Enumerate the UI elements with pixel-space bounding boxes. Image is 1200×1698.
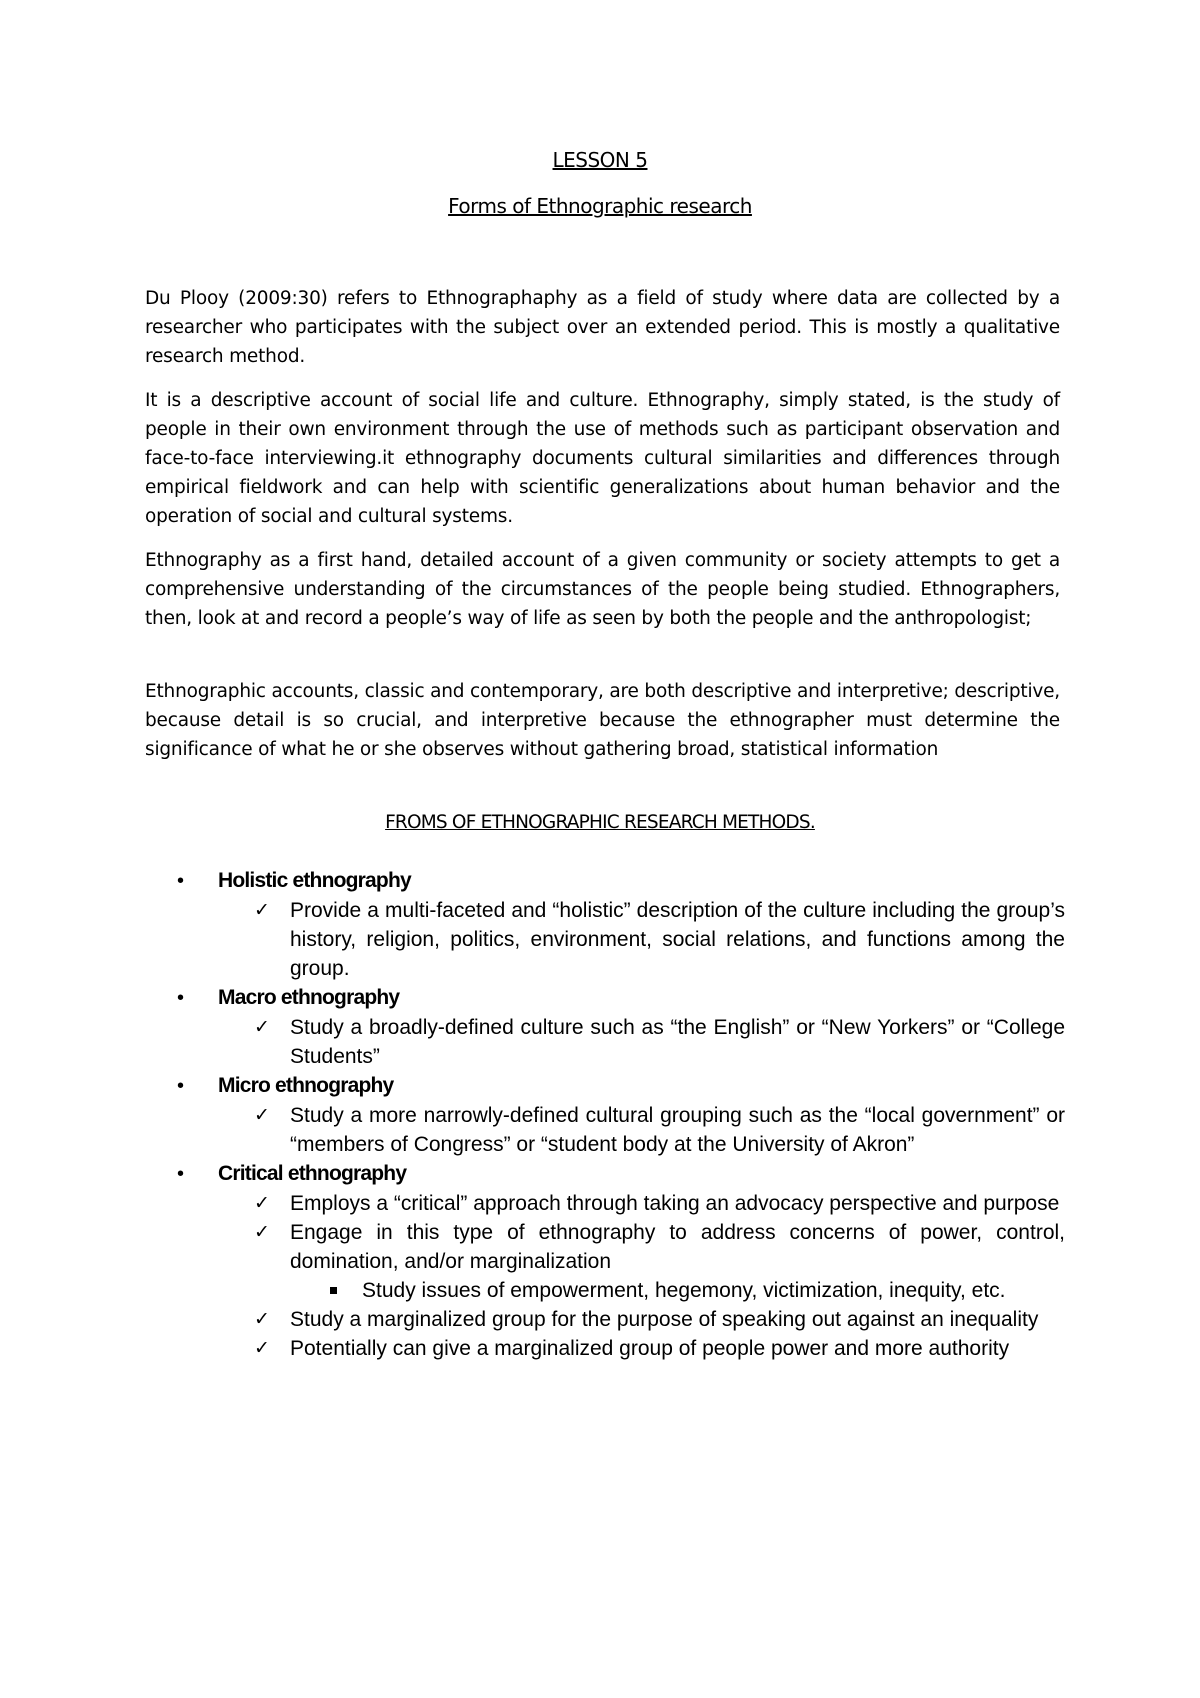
method-point-text: Study a more narrowly-defined cultural grouping such as the “local government” or “members of Congress” or “student body at the University of Akron” bbox=[290, 1104, 1065, 1156]
method-point bbox=[218, 1013, 1065, 1071]
method-point bbox=[218, 896, 1065, 983]
paragraph-3: Ethnography as a first hand, detailed account of a given community or society attempts to get a comprehensive understanding of the circumstances of the people being studied. Ethnographers, then, look at and record a people’s way of life as seen by both the people and the anthropologist; bbox=[145, 550, 1060, 629]
checkmark-icon: ✓ bbox=[254, 1192, 270, 1214]
method-point bbox=[218, 1101, 1065, 1159]
method-item bbox=[170, 866, 1065, 983]
method-name: Macro ethnography bbox=[218, 986, 400, 1009]
section-heading: FROMS OF ETHNOGRAPHIC RESEARCH METHODS. bbox=[385, 812, 815, 833]
square-bullet-icon bbox=[330, 1287, 337, 1294]
method-point bbox=[218, 1334, 1065, 1363]
method-points bbox=[218, 1189, 1065, 1363]
method-name: Micro ethnography bbox=[218, 1074, 394, 1097]
method-point-text: Provide a multi-faceted and “holistic” description of the culture including the group’s history, religion, politics, environment, social relations, and functions among the group. bbox=[290, 899, 1065, 980]
method-point-text: Study a marginalized group for the purpose of speaking out against an inequality bbox=[290, 1308, 1039, 1331]
method-points bbox=[218, 896, 1065, 983]
method-name: Critical ethnography bbox=[218, 1162, 407, 1185]
checkmark-icon: ✓ bbox=[254, 1221, 270, 1243]
subtitle: Forms of Ethnographic research bbox=[448, 194, 752, 218]
method-points bbox=[218, 1013, 1065, 1071]
method-item bbox=[170, 983, 1065, 1071]
lesson-title: LESSON 5 bbox=[552, 148, 648, 172]
checkmark-icon: ✓ bbox=[254, 1104, 270, 1126]
bullet-icon: • bbox=[177, 987, 185, 1009]
method-point bbox=[218, 1218, 1065, 1305]
method-points bbox=[218, 1101, 1065, 1159]
checkmark-icon: ✓ bbox=[254, 1308, 270, 1330]
paragraph-4: Ethnographic accounts, classic and contemporary, are both descriptive and interpretive; descriptive, because detail is so crucial, and interpretive because the ethnographer must determine the significance of what he or she observes without gathering broad, statistical information bbox=[145, 681, 1060, 760]
method-point-text: Study a broadly-defined culture such as “the English” or “New Yorkers” or “College Students” bbox=[290, 1016, 1065, 1068]
methods-list bbox=[170, 866, 1065, 1363]
paragraph-1: Du Plooy (2009:30) refers to Ethnographaphy as a field of study where data are collected by a researcher who participates with the subject over an extended period. This is mostly a qualitative research method. bbox=[145, 288, 1060, 367]
method-point bbox=[218, 1305, 1065, 1334]
method-subpoint-text: Study issues of empowerment, hegemony, victimization, inequity, etc. bbox=[362, 1279, 1006, 1302]
method-name: Holistic ethnography bbox=[218, 869, 411, 892]
checkmark-icon: ✓ bbox=[254, 899, 270, 921]
checkmark-icon: ✓ bbox=[254, 1016, 270, 1038]
method-subpoints bbox=[290, 1276, 1065, 1305]
bullet-icon: • bbox=[177, 1163, 185, 1185]
method-point-text: Engage in this type of ethnography to address concerns of power, control, domination, and/or marginalization bbox=[290, 1221, 1065, 1273]
bullet-icon: • bbox=[177, 1075, 185, 1097]
method-item bbox=[170, 1071, 1065, 1159]
method-subpoint bbox=[290, 1276, 1065, 1305]
method-point bbox=[218, 1189, 1065, 1218]
checkmark-icon: ✓ bbox=[254, 1337, 270, 1359]
bullet-icon: • bbox=[177, 870, 185, 892]
paragraph-2: It is a descriptive account of social life and culture. Ethnography, simply stated, is the study of people in their own environment through the use of methods such as participant observation and face-to-face interviewing.it ethnography documents cultural similarities and differences through empirical fieldwork and can help with scientific generalizations about human behavior and the operation of social and cultural systems. bbox=[145, 390, 1060, 527]
method-point-text: Potentially can give a marginalized group of people power and more authority bbox=[290, 1337, 1010, 1360]
method-item bbox=[170, 1159, 1065, 1363]
method-point-text: Employs a “critical” approach through taking an advocacy perspective and purpose bbox=[290, 1192, 1060, 1215]
